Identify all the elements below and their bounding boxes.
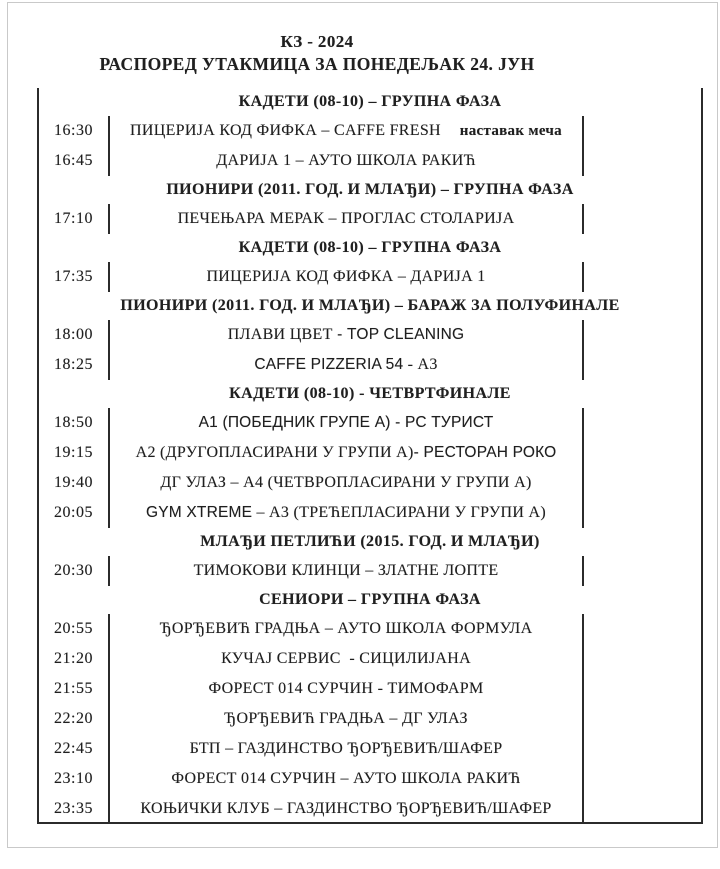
time-cell [39,262,110,292]
schedule-row [39,320,701,350]
time-cell [39,614,110,644]
match-time: 20:55 [54,620,93,637]
schedule-row [39,704,701,734]
match-time: 17:10 [54,210,93,227]
match-text [178,210,515,228]
schedule-row [39,674,701,704]
schedule-row [39,204,701,234]
schedule-row [39,644,701,674]
match-text [190,740,503,758]
time-cell [39,438,110,468]
match-text [160,474,531,492]
match-text-part: ТИМОКОВИ КЛИНЦИ – ЗЛАТНЕ ЛОПТЕ [193,562,499,579]
time-cell [39,350,110,380]
match-time: 21:20 [54,650,93,667]
schedule-table [37,88,703,824]
match-text [171,770,520,788]
right-gutter-cell [584,674,701,704]
match-time: 21:55 [54,680,93,697]
schedule-row [39,116,701,146]
match-cell [110,734,584,764]
right-gutter-cell [584,262,701,292]
match-text [140,800,551,818]
match-text-part: ФОРЕСТ 014 СУРЧИН – АУТО ШКОЛА РАКИЋ [171,770,521,787]
match-time: 20:30 [54,562,93,579]
match-text-part: ПЛАВИ ЦВЕТ [227,326,333,343]
match-time: 20:05 [54,504,93,521]
match-cell [110,320,584,350]
schedule-row [39,734,701,764]
right-gutter-cell [584,614,701,644]
schedule-row [39,408,701,438]
match-text-part: БТП – ГАЗДИНСТВО ЂОРЂЕВИЋ/ШАФЕР [189,740,503,757]
section-header: МЛАЂИ ПЕТЛИЋИ (2015. ГОД. И МЛАЂИ) [200,533,540,550]
right-gutter-cell [584,408,701,438]
match-time: 17:35 [54,268,93,285]
match-time: 18:00 [54,326,93,343]
match-text-part: А2 (ДРУГОПЛАСИРАНИ У ГРУПИ А) [135,444,414,461]
match-text [146,504,546,522]
match-text [254,356,437,374]
match-text-part: GYM XTREME [145,504,253,521]
time-cell [39,764,110,794]
match-cell [110,644,584,674]
match-cell [110,704,584,734]
section-header: КАДЕТИ (08-10) - ЧЕТВРТФИНАЛЕ [229,385,511,402]
match-text [224,710,468,728]
match-time: 18:50 [54,414,93,431]
match-time: 18:25 [54,356,93,373]
match-cell [110,764,584,794]
match-text-part: ПИЦЕРИЈА КОД ФИФКА – CAFFE FRESH [130,122,441,139]
match-text-part: ДАРИЈА 1 – АУТО ШКОЛА РАКИЋ [216,152,476,169]
match-text-part: – А3 (ТРЕЋЕПЛАСИРАНИ У ГРУПИ А) [252,504,547,521]
schedule-row [39,262,701,292]
match-text-part: ЂОРЂЕВИЋ ГРАДЊА – АУТО ШКОЛА ФОРМУЛА [159,620,533,637]
match-note: наставак меча [459,122,562,139]
right-gutter-cell [584,204,701,234]
match-time: 19:15 [54,444,93,461]
time-cell [39,674,110,704]
time-cell [39,644,110,674]
match-time: 23:35 [54,800,93,817]
document-subtitle: РАСПОРЕД УТАКМИЦА ЗА ПОНЕДЕЉАК 24. ЈУН [99,54,535,74]
right-gutter-cell [584,556,701,586]
match-cell [110,350,584,380]
match-cell [110,674,584,704]
schedule-row [39,794,701,824]
match-text [199,414,494,432]
time-cell [39,498,110,528]
right-gutter-cell [584,146,701,176]
section-header: ПИОНИРИ (2011. ГОД. И МЛАЂИ) – БАРАЖ ЗА ПОЛУФИНАЛЕ [120,297,620,314]
match-text-part: ПЕЧЕЊАРА МЕРАК – ПРОГЛАС СТОЛАРИЈА [177,210,515,227]
schedule-row [39,438,701,468]
time-cell [39,116,110,146]
time-cell [39,704,110,734]
time-cell [39,204,110,234]
match-text-part: - А3 [403,356,438,373]
time-cell [39,556,110,586]
match-text [206,268,485,286]
schedule-row [39,468,701,498]
right-gutter-cell [584,498,701,528]
match-text-part: КУЧАЈ СЕРВИС - СИЦИЛИЈАНА [221,650,471,667]
match-text [130,122,441,140]
schedule-row [39,498,701,528]
match-time: 22:45 [54,740,93,757]
schedule-row [39,146,701,176]
time-cell [39,734,110,764]
match-text [221,650,471,668]
match-time: 16:30 [54,122,93,139]
match-text-part: А1 (ПОБЕДНИК ГРУПЕ А) - РС ТУРИСТ [198,414,494,431]
match-time: 19:40 [54,474,93,491]
match-cell [110,408,584,438]
match-time: 16:45 [54,152,93,169]
time-cell [39,408,110,438]
schedule-row [39,350,701,380]
right-gutter-cell [584,794,701,824]
match-cell [110,262,584,292]
time-cell [39,320,110,350]
document-header [0,31,634,76]
match-cell [110,468,584,498]
right-gutter-cell [584,468,701,498]
match-cell [110,556,584,586]
section-header: СЕНИОРИ – ГРУПНА ФАЗА [259,591,481,608]
match-cell [110,794,584,824]
right-gutter-cell [584,350,701,380]
document-title: КЗ - 2024 [280,32,354,51]
match-text-part: ФОРЕСТ 014 СУРЧИН - ТИМОФАРМ [208,680,484,697]
match-text-part: CAFFE PIZZERIA 54 [254,356,404,373]
time-cell [39,146,110,176]
schedule-row [39,764,701,794]
match-time: 23:10 [54,770,93,787]
schedule-row [39,556,701,586]
match-text-part: - РЕСТОРАН РОКО [413,444,557,461]
match-cell [110,146,584,176]
match-text [160,620,533,638]
right-gutter-cell [584,704,701,734]
match-cell [110,614,584,644]
schedule-row [39,614,701,644]
match-text [194,562,499,580]
match-text-part: ДГ УЛАЗ – А4 (ЧЕТВРОПЛАСИРАНИ У ГРУПИ А) [160,474,532,491]
match-text [216,152,475,170]
time-cell [39,468,110,498]
match-text-part: КОЊИЧКИ КЛУБ – ГАЗДИНСТВО ЂОРЂЕВИЋ/ШАФЕР [140,800,552,817]
match-text [208,680,483,698]
match-cell [110,116,584,146]
match-text-part: ЂОРЂЕВИЋ ГРАДЊА – ДГ УЛАЗ [224,710,468,727]
section-header: КАДЕТИ (08-10) – ГРУПНА ФАЗА [238,239,502,256]
match-cell [110,204,584,234]
section-header: КАДЕТИ (08-10) – ГРУПНА ФАЗА [238,93,502,110]
right-gutter-cell [584,116,701,146]
match-text-part: - TOP CLEANING [332,326,465,343]
match-cell [110,438,584,468]
match-cell [110,498,584,528]
right-gutter-cell [584,438,701,468]
match-time: 22:20 [54,710,93,727]
match-text [228,326,465,344]
match-text [136,444,557,462]
right-gutter-cell [584,764,701,794]
time-cell [39,794,110,824]
right-gutter-cell [584,644,701,674]
section-header: ПИОНИРИ (2011. ГОД. И МЛАЂИ) – ГРУПНА ФАЗА [166,181,574,198]
right-gutter-cell [584,734,701,764]
match-text-part: ПИЦЕРИЈА КОД ФИФКА – ДАРИЈА 1 [206,268,486,285]
right-gutter-cell [584,320,701,350]
